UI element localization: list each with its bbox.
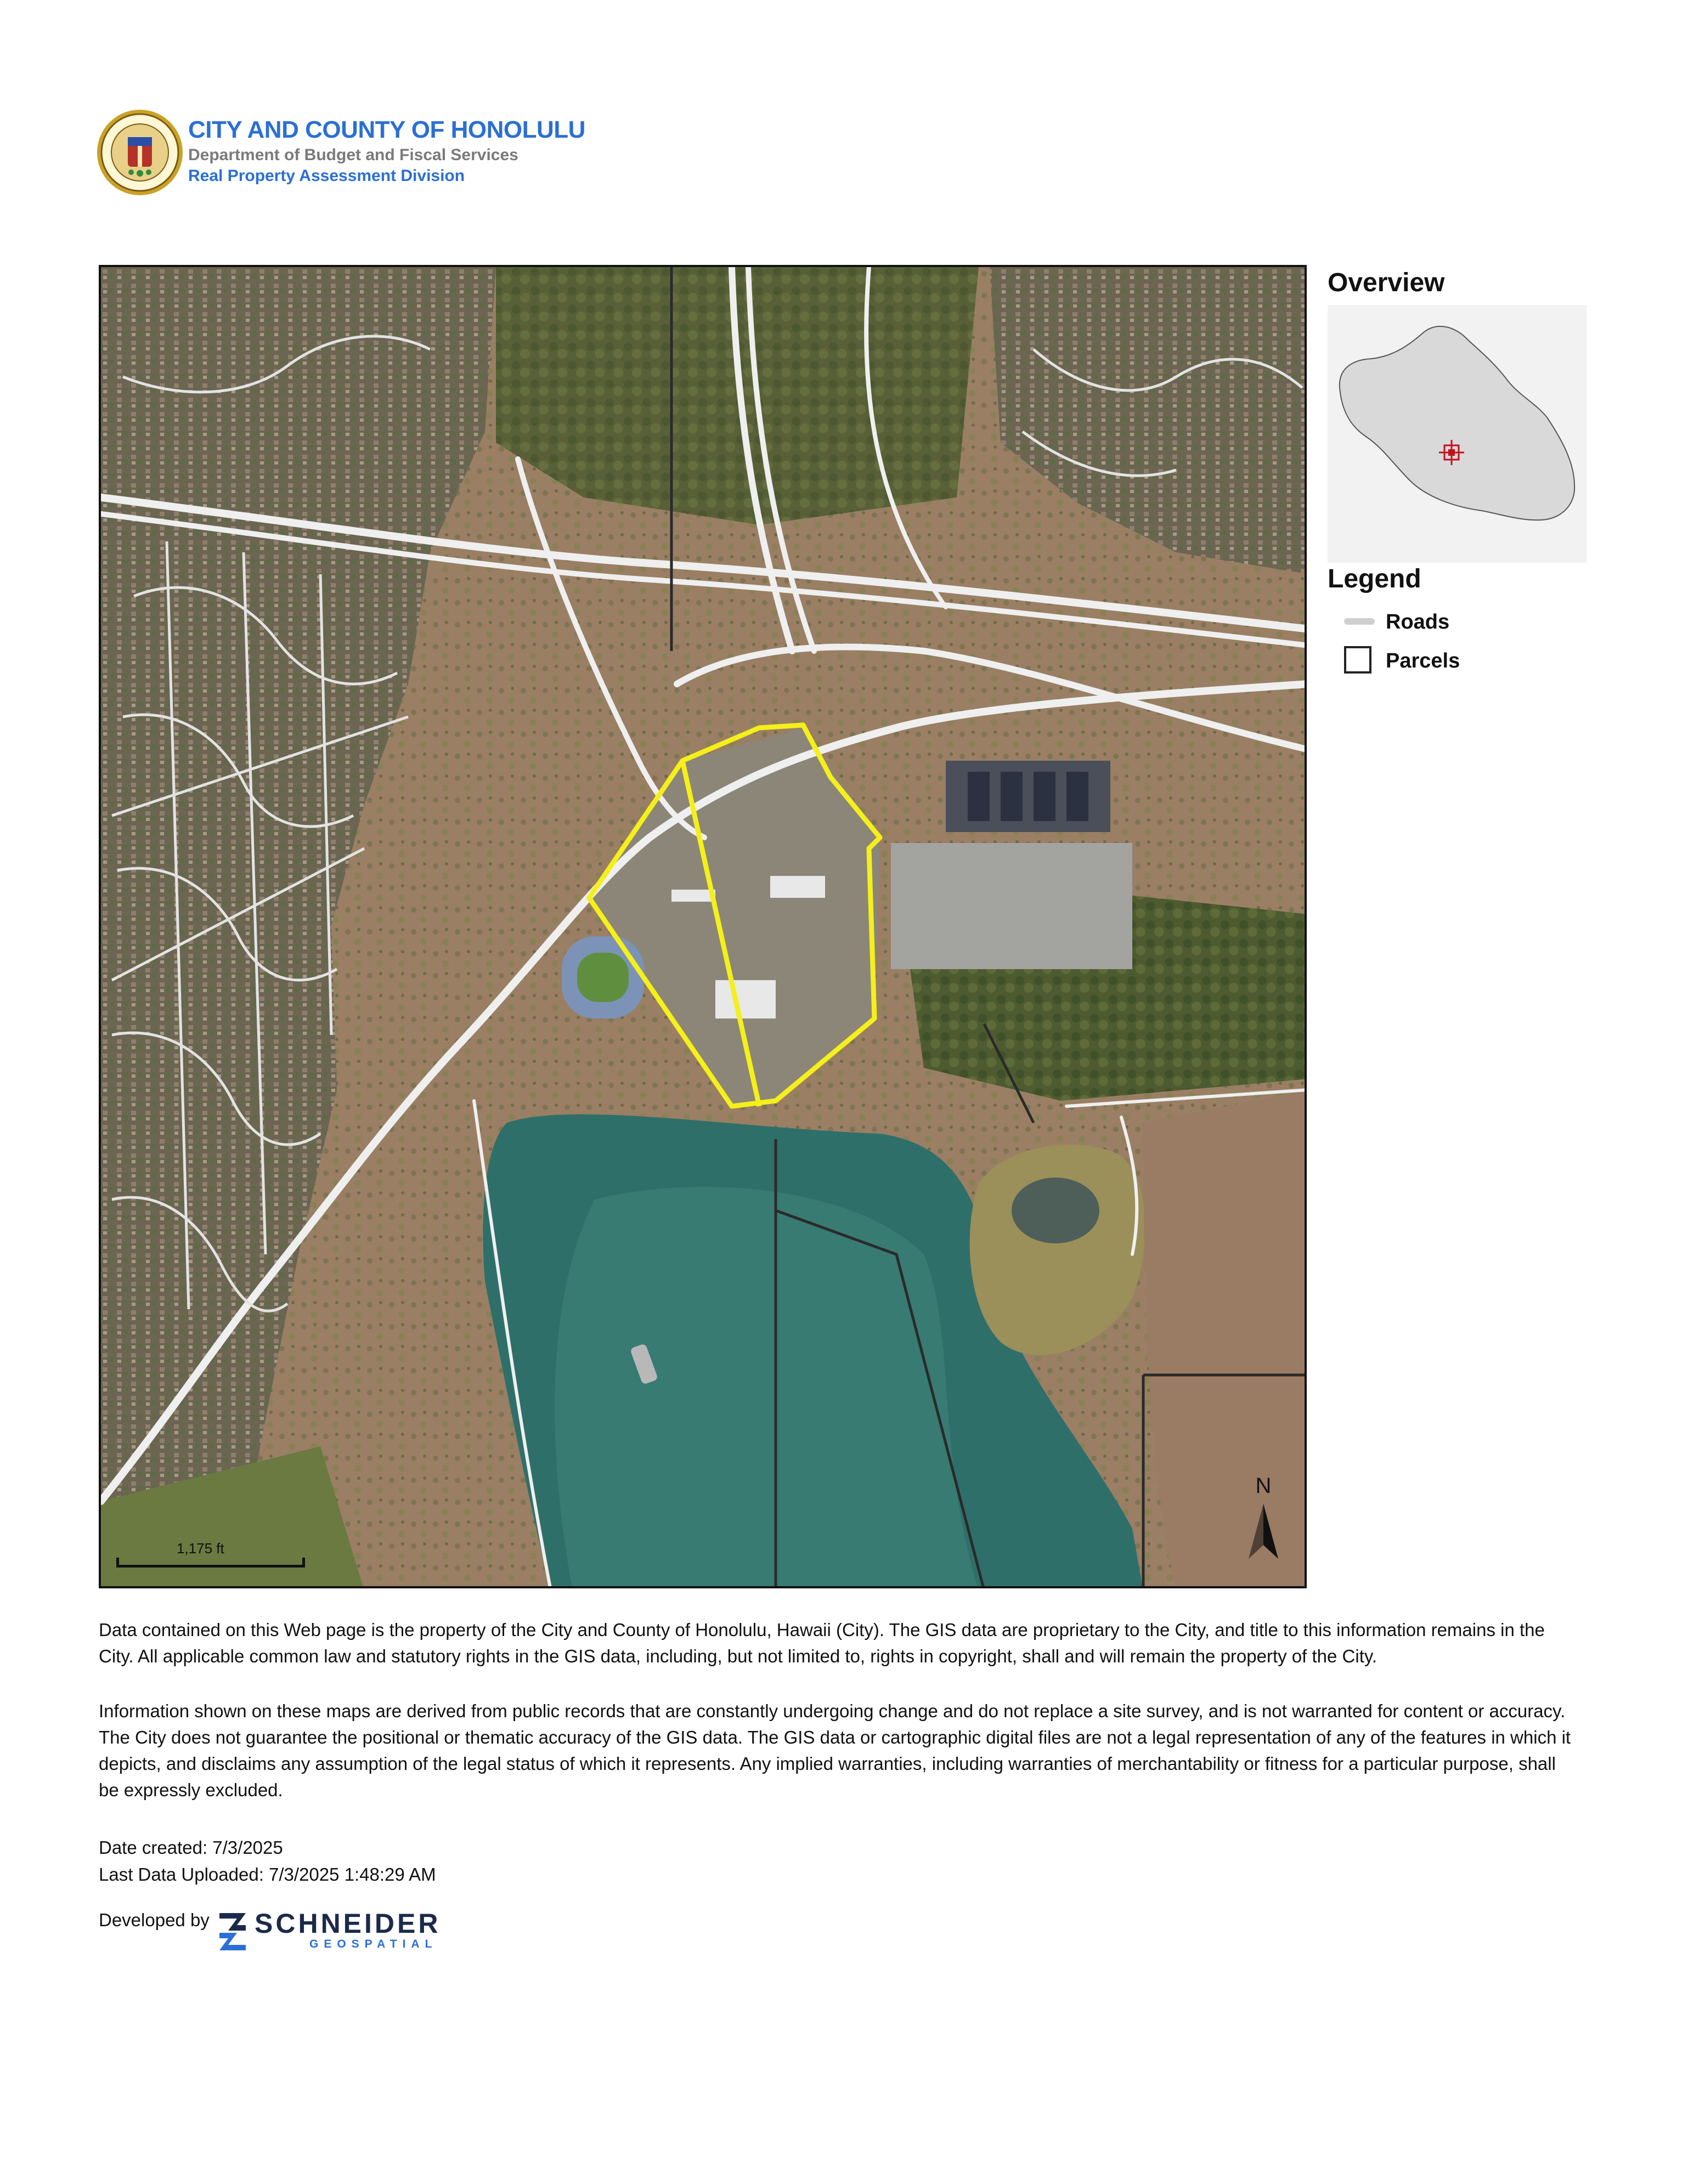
aerial-imagery — [101, 267, 1307, 1588]
scale-line — [116, 1558, 305, 1568]
scale-bar — [116, 1540, 307, 1570]
scale-label: 1,175 ft — [177, 1540, 224, 1557]
city-seal-icon — [96, 109, 184, 196]
division-name: Real Property Assessment Division — [188, 167, 465, 185]
last-data-uploaded: Last Data Uploaded: 7/3/2025 1:48:29 AM — [99, 1864, 436, 1885]
north-label: N — [1255, 1474, 1272, 1498]
org-name: CITY AND COUNTY OF HONOLULU — [188, 116, 585, 143]
header — [96, 109, 645, 196]
roads-swatch — [1344, 618, 1375, 625]
legend-label: Parcels — [1386, 649, 1460, 672]
parcels-swatch — [1344, 646, 1371, 674]
department-name: Department of Budget and Fiscal Services — [188, 146, 518, 164]
legend-label: Roads — [1386, 610, 1450, 633]
map-view[interactable] — [99, 265, 1307, 1588]
disclaimer-accuracy: Information shown on these maps are derived from public records that are constantly undergoing change and do not replace a site survey, and is not warranted for content or accuracy. The City does not guarantee the positional or thematic accuracy of the GIS data. The GIS data or cartographic digital files are not a legal representation of any of the features in which it depicts, and disclaims any assumption of the legal status of which it represents. Any implied warranties, including warranties of merchantability or fitness for a particular purpose, shall be expressly excluded. — [99, 1701, 1571, 1800]
developed-by-label: Developed by — [99, 1910, 210, 1930]
date-created: Date created: 7/3/2025 — [99, 1837, 283, 1858]
developer-name: SCHNEIDER — [255, 1908, 441, 1939]
schneider-logo-icon — [215, 1909, 250, 1953]
schneider-logo[interactable] — [215, 1906, 441, 1956]
overview-map[interactable] — [1328, 305, 1587, 563]
island-outline — [1328, 305, 1587, 563]
disclaimer-ownership: Data contained on this Web page is the property of the City and County of Honolulu, Hawaii (City). The GIS data are proprietary to the City, and title to this information remains in the City. All applicable common law and statutory rights in the GIS data, including, but not limited to, rights in copyright, shall and will remain the property of the City. — [99, 1620, 1545, 1666]
north-arrow-icon — [1244, 1471, 1283, 1564]
overview-title: Overview — [1328, 268, 1445, 297]
developer-subtitle: GEOSPATIAL — [309, 1938, 438, 1950]
legend-title: Legend — [1328, 564, 1421, 593]
